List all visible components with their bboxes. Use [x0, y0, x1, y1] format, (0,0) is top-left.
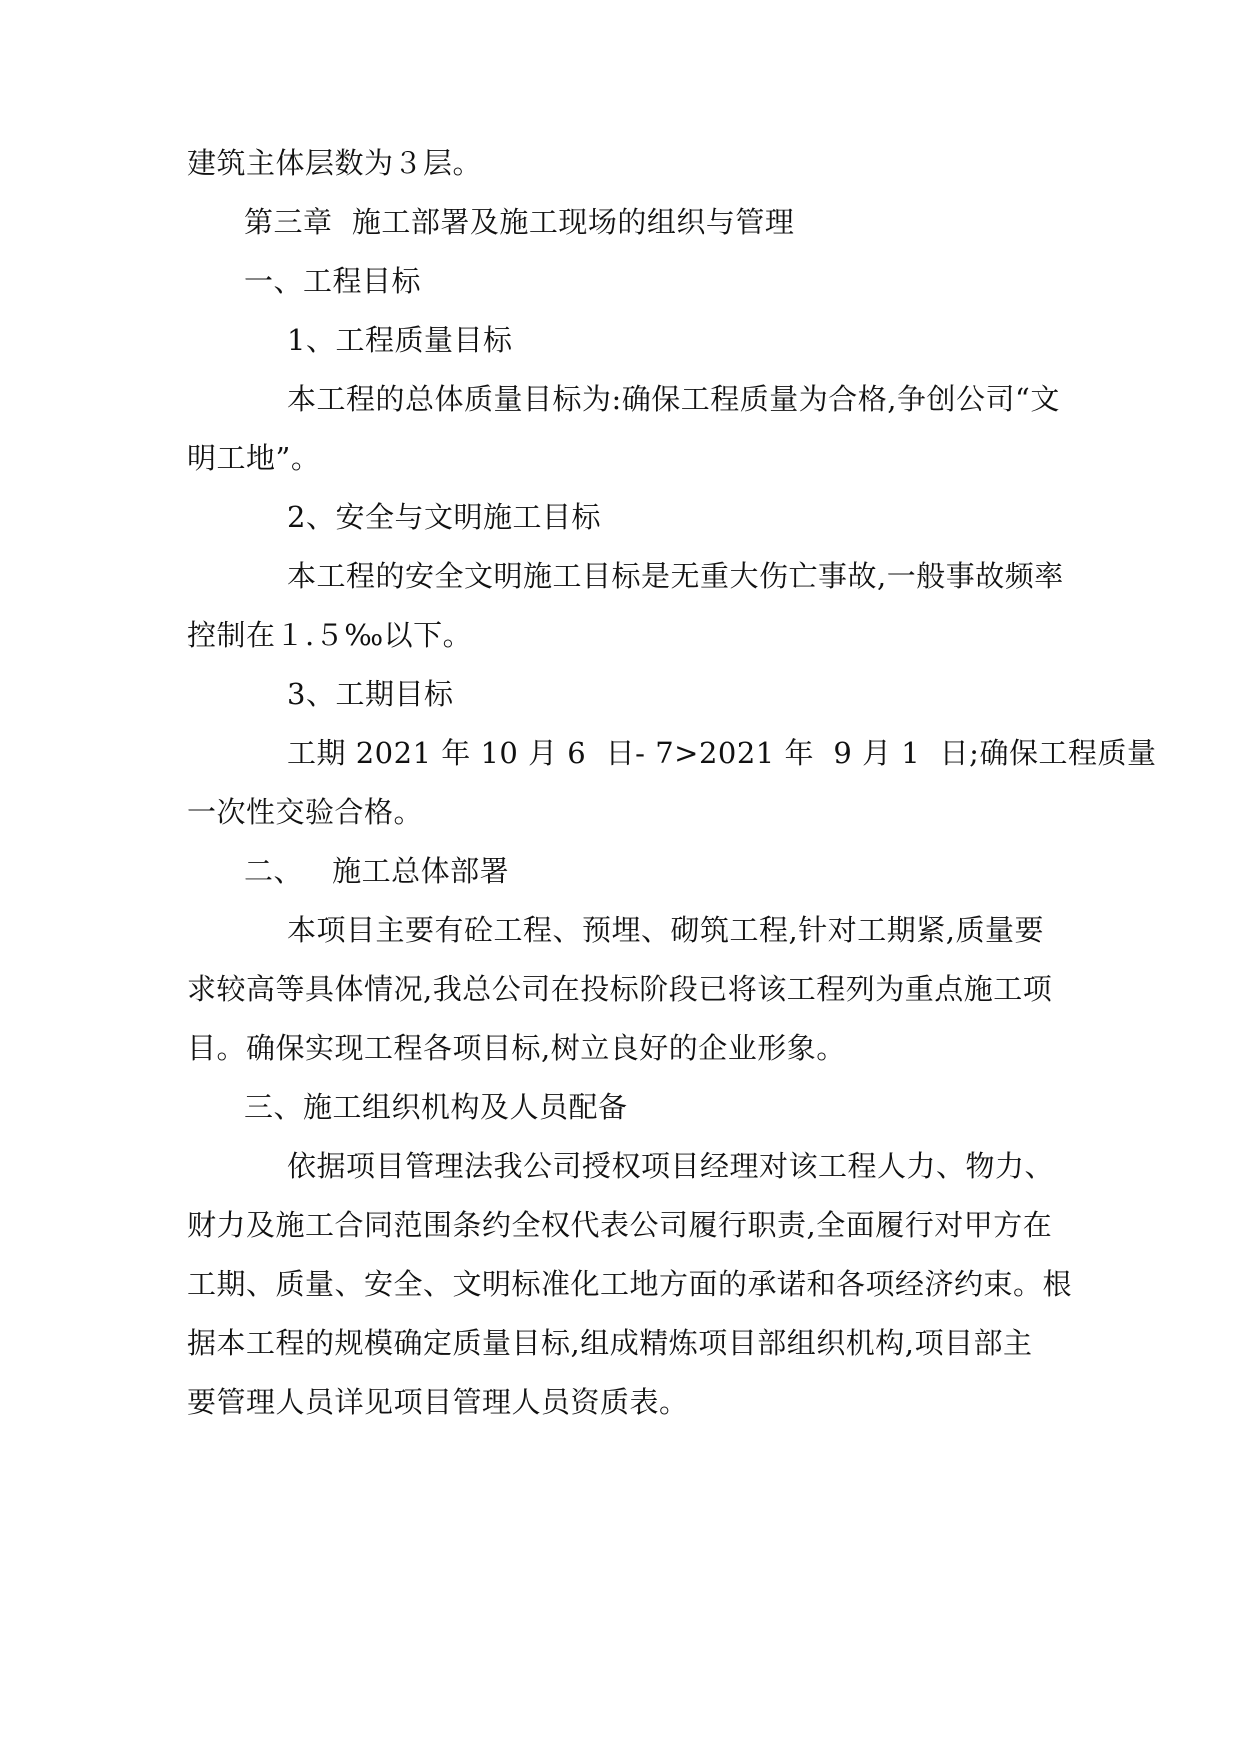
body-text-line: 控制在１.５‰以下。: [187, 618, 473, 652]
section-heading: 二、 施工总体部署: [244, 854, 510, 888]
subsection-heading: 2、安全与文明施工目标: [287, 500, 601, 534]
body-text-line: 求较高等具体情况,我总公司在投标阶段已将该工程列为重点施工项: [187, 972, 1053, 1006]
body-text-line: 建筑主体层数为３层。: [187, 146, 483, 180]
body-text-line: 工期、质量、安全、文明标准化工地方面的承诺和各项经济约束。根: [187, 1267, 1073, 1301]
body-text-line: 目。确保实现工程各项目标,树立良好的企业形象。: [187, 1031, 846, 1065]
body-text-line: 一次性交验合格。: [187, 795, 424, 829]
section-heading: 三、施工组织机构及人员配备: [244, 1090, 628, 1124]
subsection-heading: 3、工期目标: [287, 677, 454, 711]
section-heading: 一、工程目标: [244, 264, 422, 298]
body-text-line: 依据项目管理法我公司授权项目经理对该工程人力、物力、: [287, 1149, 1055, 1183]
chapter-heading: 第三章 施工部署及施工现场的组织与管理: [244, 205, 795, 239]
body-text-line: 工期 2021 年 10 月 6 日- 7>2021 年 9 月 1 日;确保工程质量: [287, 736, 1157, 770]
body-text-line: 本工程的总体质量目标为:确保工程质量为合格,争创公司“文: [287, 382, 1060, 416]
body-text-line: 本项目主要有砼工程、预埋、砌筑工程,针对工期紧,质量要: [287, 913, 1044, 947]
body-text-line: 据本工程的规模确定质量目标,组成精炼项目部组织机构,项目部主: [187, 1326, 1033, 1360]
body-text-line: 明工地”。: [187, 441, 321, 475]
body-text-line: 财力及施工合同范围条约全权代表公司履行职责,全面履行对甲方在: [187, 1208, 1053, 1242]
body-text-line: 要管理人员详见项目管理人员资质表。: [187, 1385, 689, 1419]
body-text-line: 本工程的安全文明施工目标是无重大伤亡事故,一般事故频率: [287, 559, 1064, 593]
subsection-heading: 1、工程质量目标: [287, 323, 513, 357]
